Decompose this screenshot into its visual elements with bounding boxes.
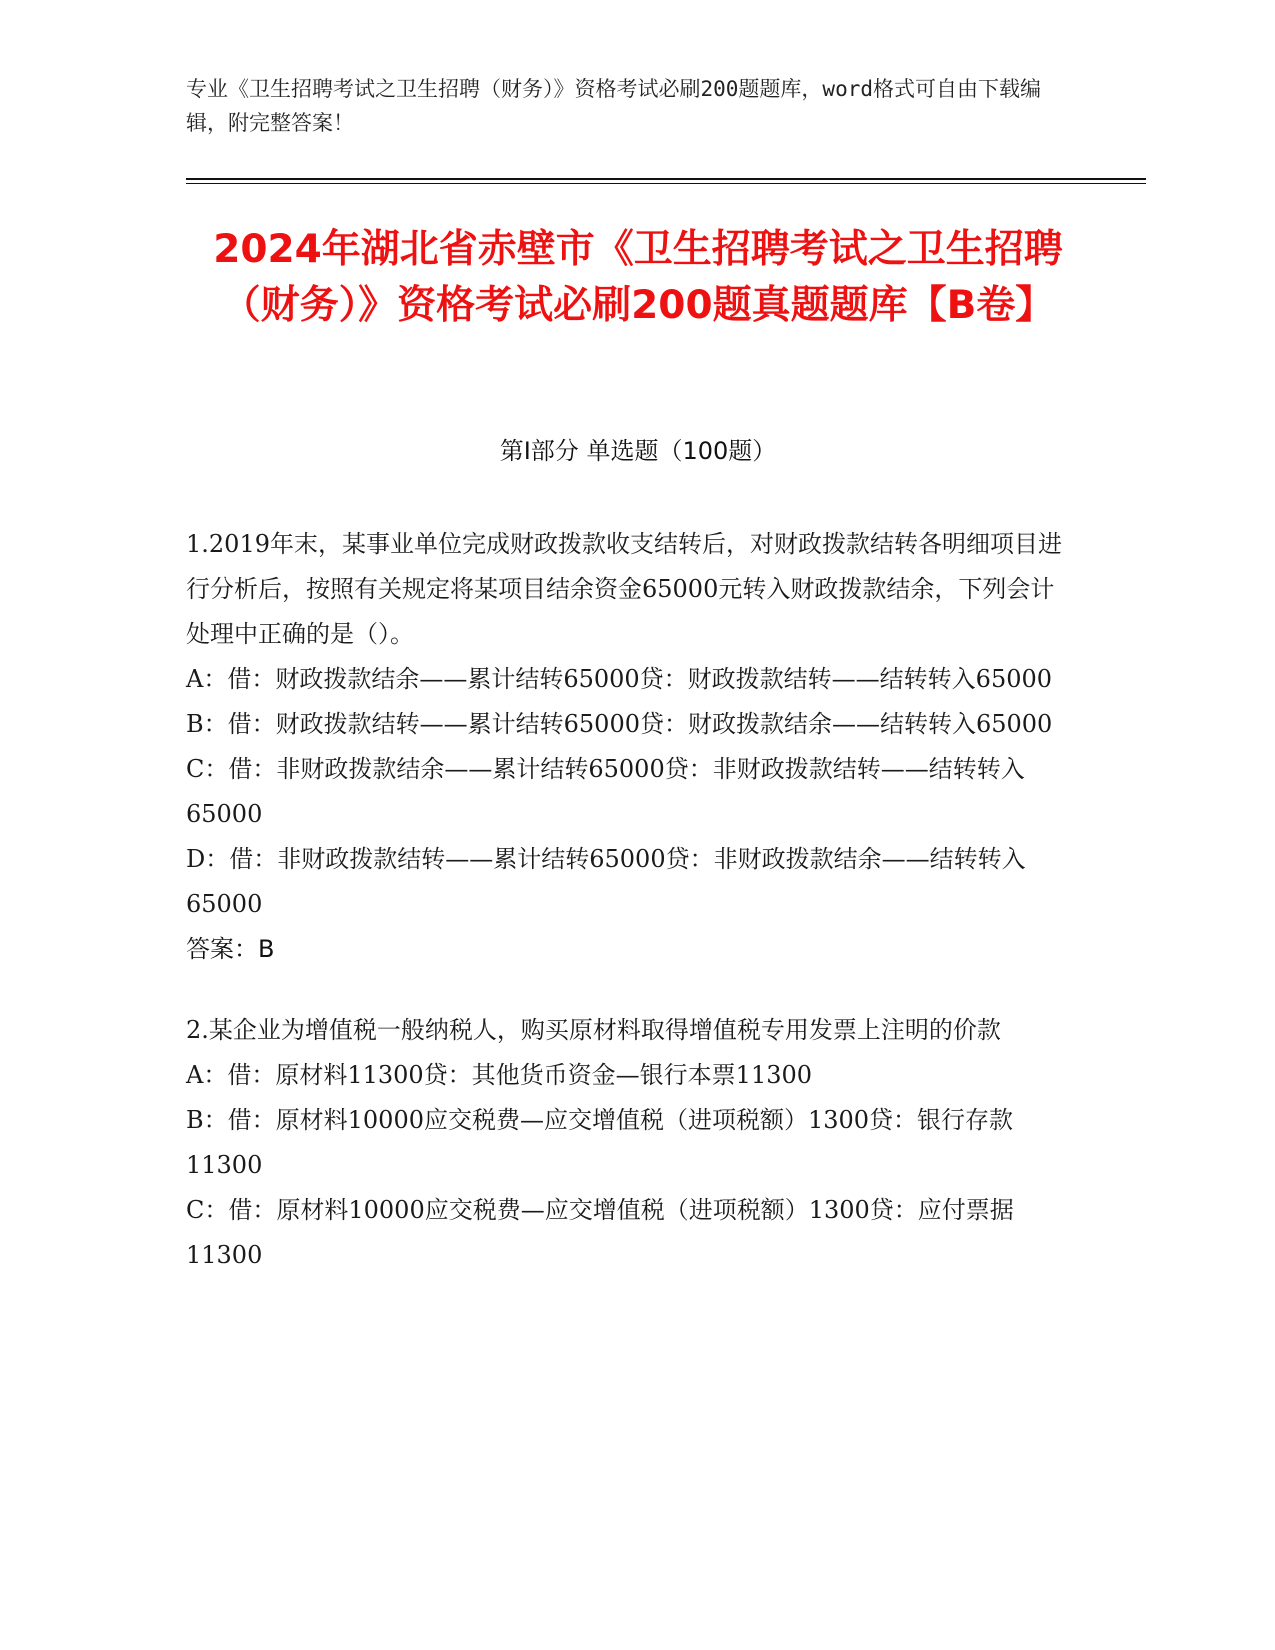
header-divider xyxy=(186,178,1146,180)
header-divider-thin xyxy=(186,183,1146,184)
question-stem: 2.某企业为增值税一般纳税人，购买原材料取得增值税专用发票上注明的价款 xyxy=(186,1016,1001,1044)
option-b: B：借：财政拨款结转——累计结转65000贷：财政拨款结余——结转转入65000 xyxy=(186,710,1053,738)
question-2 xyxy=(186,1008,1076,1278)
option-c: C：借：非财政拨款结余——累计结转65000贷：非财政拨款结转——结转转入65000 xyxy=(186,755,1025,828)
question-list xyxy=(186,522,1076,1314)
answer: 答案：B xyxy=(186,935,275,963)
document-title: 2024年湖北省赤壁市《卫生招聘考试之卫生招聘（财务）》资格考试必刷200题真题题库【B卷】 xyxy=(213,227,1063,328)
option-c: C：借：原材料10000应交税费—应交增值税（进项税额）1300贷：应付票据11300 xyxy=(186,1196,1014,1269)
section-title: 第I部分 单选题（100题） xyxy=(499,437,777,465)
option-b: B：借：原材料10000应交税费—应交增值税（进项税额）1300贷：银行存款11300 xyxy=(186,1106,1014,1179)
question-stem: 1.2019年末，某事业单位完成财政拨款收支结转后，对财政拨款结转各明细项目进行分析后，按照有关规定将某项目结余资金65000元转入财政拨款结余，下列会计处理中正确的是（）。 xyxy=(186,530,1062,648)
option-a: A：借：财政拨款结余——累计结转65000贷：财政拨款结转——结转转入65000 xyxy=(186,665,1053,693)
option-a: A：借：原材料11300贷：其他货币资金—银行本票11300 xyxy=(186,1061,813,1089)
question-1 xyxy=(186,522,1076,972)
header-note: 专业《卫生招聘考试之卫生招聘（财务）》资格考试必刷200题题库，word格式可自由下载编辑，附完整答案！ xyxy=(186,77,1041,135)
option-d: D：借：非财政拨款结转——累计结转65000贷：非财政拨款结余——结转转入65000 xyxy=(186,845,1026,918)
